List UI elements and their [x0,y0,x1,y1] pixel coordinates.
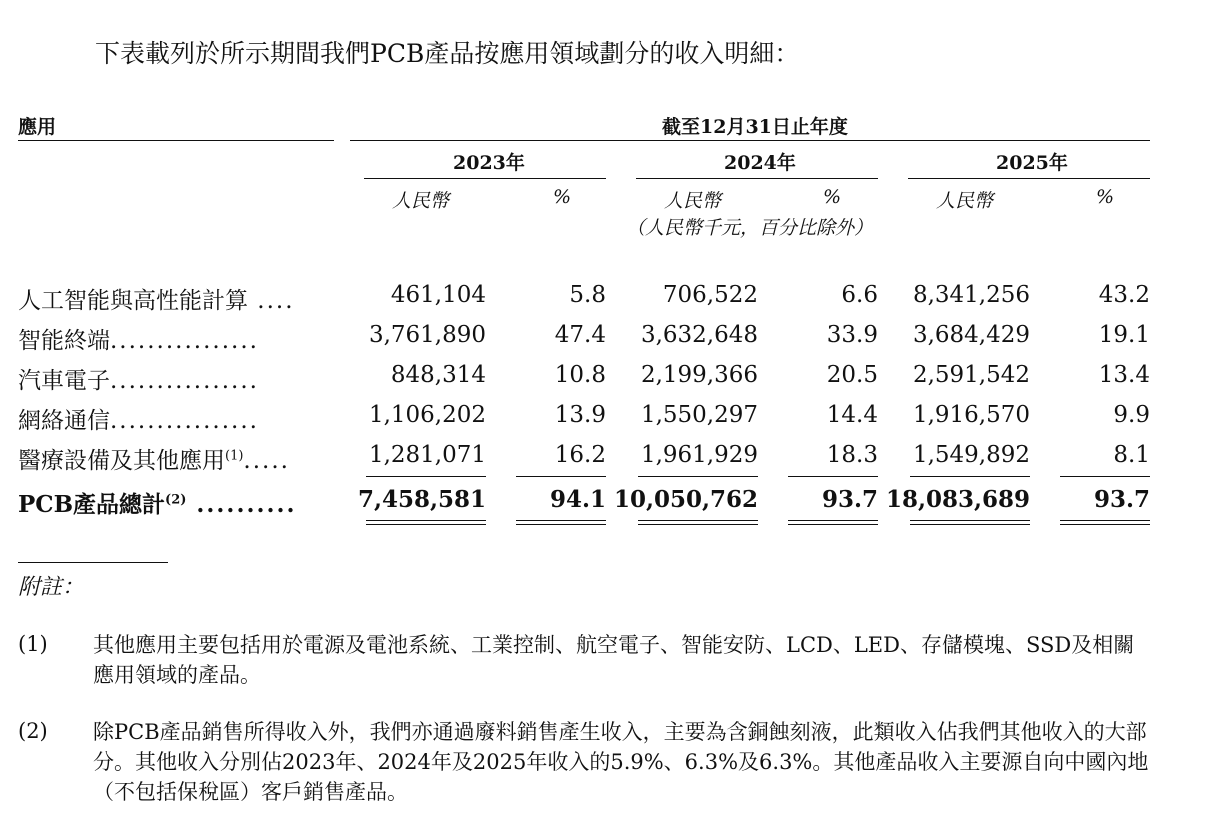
row-label: 人工智能與高性能計算 [18,288,248,314]
cell-2025-pct: 43.2 [1098,282,1150,308]
subtotal-rule-2023-pct [516,476,606,477]
cell-2023-rmb: 848,314 [390,362,486,388]
total-value-2023-rmb: 7,458,581 [357,486,486,513]
rule-2025 [908,178,1150,179]
row-leader-dots: ..... [243,448,290,474]
rule-application [18,140,334,141]
note-1-number: (1) [18,632,48,656]
header-year-2025: 2025年 [996,152,1068,174]
cell-2025-rmb: 1,549,892 [912,442,1030,468]
cell-2025-pct: 13.4 [1098,362,1150,388]
total-row [0,486,1232,522]
table-row [0,402,1232,438]
row-label-cell [18,282,334,315]
row-leader-dots: ................ [110,328,259,354]
header-percent-2025: % [1096,186,1115,208]
row-label: 汽車電子 [18,368,110,394]
header-currency-2024: 人民幣 [664,190,722,212]
row-label: 智能終端 [18,328,110,354]
cell-2024-rmb: 1,550,297 [640,402,758,428]
total-double-rule-2025-rmb [910,520,1030,525]
cell-2024-rmb: 706,522 [662,282,758,308]
total-footnote-ref: (2) [165,492,187,508]
row-leader-dots: .... [248,288,295,314]
cell-2024-rmb: 2,199,366 [640,362,758,388]
cell-2025-pct: 19.1 [1098,322,1150,348]
header-year-2023: 2023年 [453,152,525,174]
cell-2025-pct: 8.1 [1113,442,1150,468]
note-2-text: 除PCB產品銷售所得收入外，我們亦通過廢料銷售產生收入，主要為含銅蝕刻液，此類收入佔我們其他收入的大部分。其他收入分別佔2023年、2024年及2025年收入的5.9%、6.3%及6.3%。其他產品收入主要源自向中國內地（不包括保稅區）客戶銷售產品。 [93,720,1149,804]
note-1-text: 其他應用主要包括用於電源及電池系統、工業控制、航空電子、智能安防、LCD、LED、存儲模塊、SSD及相關應用領域的產品。 [93,633,1135,687]
table-row [0,322,1232,358]
header-year-2024: 2024年 [724,152,796,174]
subtotal-rule-2025-rmb [910,476,1030,477]
subtotal-rule-2024-pct [788,476,878,477]
cell-2023-rmb: 461,104 [390,282,486,308]
header-currency-2025: 人民幣 [936,190,994,212]
total-leader-dots: .......... [186,491,297,518]
total-double-rule-2025-pct [1060,520,1150,525]
total-value-2025-rmb: 18,083,689 [885,486,1030,513]
cell-2024-pct: 33.9 [826,322,878,348]
header-period: 截至12月31日止年度 [662,116,848,138]
cell-2023-rmb: 1,281,071 [368,442,486,468]
rule-2023 [364,178,606,179]
notes-separator [18,562,168,563]
header-application: 應用 [18,116,57,138]
subtotal-rule-2023-rmb [366,476,486,477]
table-row [0,362,1232,398]
notes-heading: 附註： [18,575,85,600]
cell-2025-pct: 9.9 [1113,402,1150,428]
row-label: 網絡通信 [18,408,110,434]
rule-2024 [636,178,878,179]
row-label-cell [18,442,334,475]
total-double-rule-2024-rmb [638,520,758,525]
cell-2023-pct: 10.8 [554,362,606,388]
cell-2023-pct: 47.4 [554,322,606,348]
row-label-cell [18,362,334,395]
row-leader-dots: ................ [110,408,259,434]
cell-2024-rmb: 3,632,648 [640,322,758,348]
total-value-2024-rmb: 10,050,762 [613,486,758,513]
total-value-2024-pct: 93.7 [821,486,878,513]
row-footnote-ref: (1) [225,448,244,464]
cell-2023-rmb: 1,106,202 [368,402,486,428]
cell-2023-pct: 5.8 [569,282,606,308]
cell-2024-pct: 20.5 [826,362,878,388]
row-leader-dots: ................ [110,368,259,394]
total-label-cell [18,486,334,519]
row-label-cell [18,402,334,435]
header-unit-note: （人民幣千元，百分比除外） [626,217,874,239]
header-percent-2023: % [553,186,572,208]
subtotal-rule-2025-pct [1060,476,1150,477]
header-currency-2023: 人民幣 [392,190,450,212]
intro-text: 下表載列於所示期間我們PCB產品按應用領域劃分的收入明細： [95,39,800,68]
cell-2025-rmb: 8,341,256 [912,282,1030,308]
total-double-rule-2024-pct [788,520,878,525]
note-2-number: (2) [18,719,48,743]
total-double-rule-2023-rmb [366,520,486,525]
cell-2024-pct: 14.4 [826,402,878,428]
cell-2023-rmb: 3,761,890 [368,322,486,348]
table-row [0,442,1232,478]
cell-2024-rmb: 1,961,929 [640,442,758,468]
table-row [0,282,1232,318]
cell-2023-pct: 16.2 [554,442,606,468]
cell-2025-rmb: 2,591,542 [912,362,1030,388]
total-value-2023-pct: 94.1 [549,486,606,513]
cell-2024-pct: 18.3 [826,442,878,468]
subtotal-rule-2024-rmb [638,476,758,477]
total-value-2025-pct: 93.7 [1093,486,1150,513]
header-percent-2024: % [823,186,842,208]
total-label: PCB產品總計 [18,491,166,518]
cell-2025-rmb: 1,916,570 [912,402,1030,428]
row-label-cell [18,322,334,355]
total-double-rule-2023-pct [516,520,606,525]
rule-period [350,140,1150,141]
cell-2024-pct: 6.6 [841,282,878,308]
cell-2025-rmb: 3,684,429 [912,322,1030,348]
cell-2023-pct: 13.9 [554,402,606,428]
row-label: 醫療設備及其他應用 [18,448,225,474]
